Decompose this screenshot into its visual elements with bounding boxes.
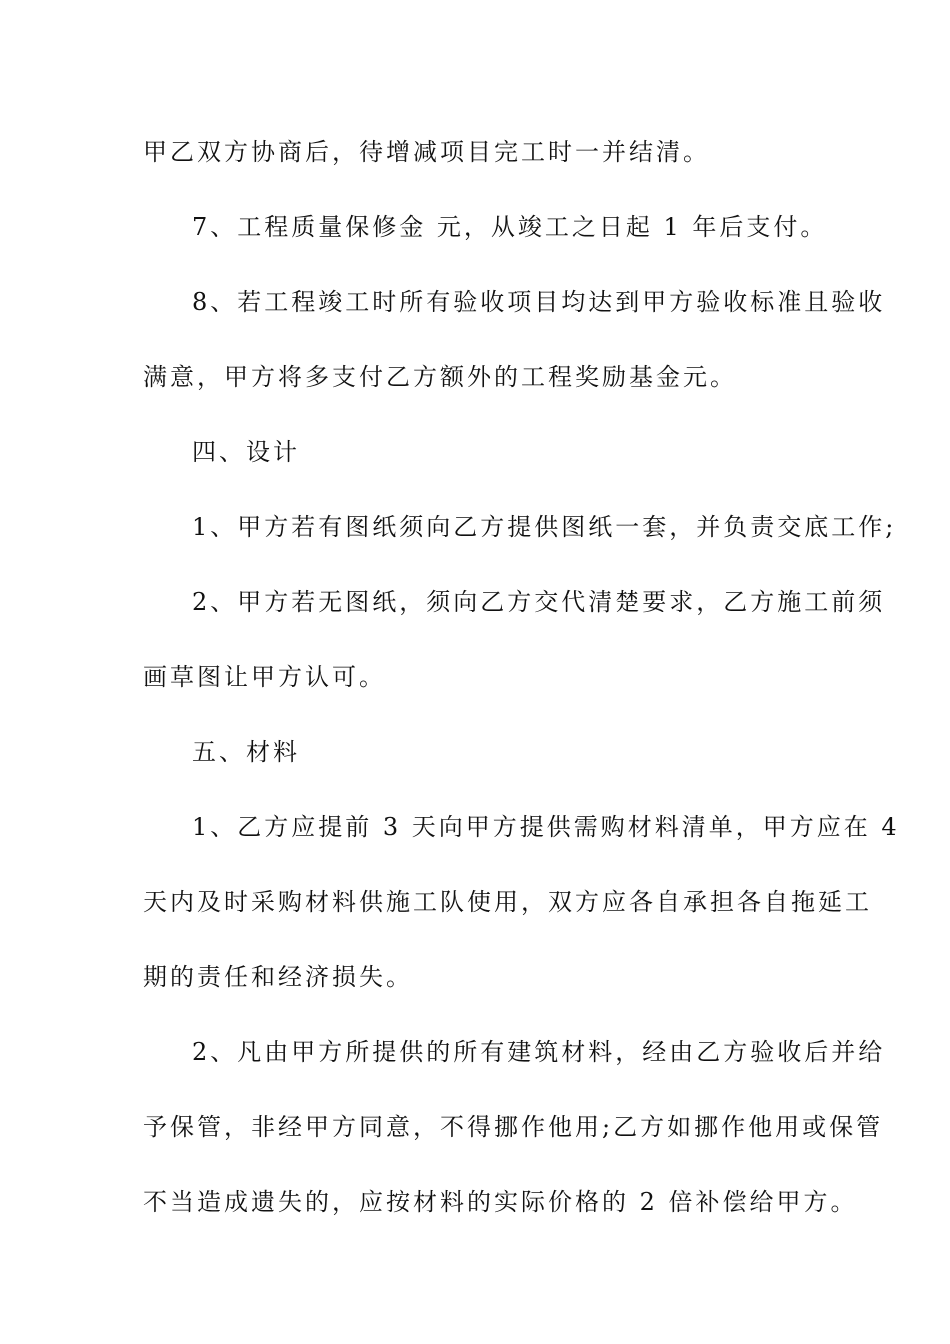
paragraph-line: 7、工程质量保修金 元，从竣工之日起 1 年后支付。: [192, 213, 828, 241]
paragraph-line: 天内及时采购材料供施工队使用，双方应各自承担各自拖延工: [143, 888, 872, 916]
section-heading: 四、设计: [192, 438, 300, 466]
paragraph-line: 期的责任和经济损失。: [143, 963, 413, 991]
paragraph-line: 甲乙双方协商后，待增减项目完工时一并结清。: [143, 138, 710, 166]
paragraph-line: 不当造成遗失的，应按材料的实际价格的 2 倍补偿给甲方。: [143, 1188, 858, 1216]
paragraph-line: 1、乙方应提前 3 天向甲方提供需购材料清单，甲方应在 4: [192, 813, 900, 841]
paragraph-line: 满意，甲方将多支付乙方额外的工程奖励基金元。: [143, 363, 737, 391]
paragraph-line: 1、甲方若有图纸须向乙方提供图纸一套，并负责交底工作;: [192, 513, 897, 541]
paragraph-line: 8、若工程竣工时所有验收项目均达到甲方验收标准且验收: [192, 288, 886, 316]
section-heading: 五、材料: [192, 738, 300, 766]
paragraph-line: 画草图让甲方认可。: [143, 663, 386, 691]
paragraph-line: 2、甲方若无图纸，须向乙方交代清楚要求，乙方施工前须: [192, 588, 886, 616]
paragraph-line: 予保管，非经甲方同意，不得挪作他用;乙方如挪作他用或保管: [143, 1113, 884, 1141]
paragraph-line: 2、凡由甲方所提供的所有建筑材料，经由乙方验收后并给: [192, 1038, 886, 1066]
